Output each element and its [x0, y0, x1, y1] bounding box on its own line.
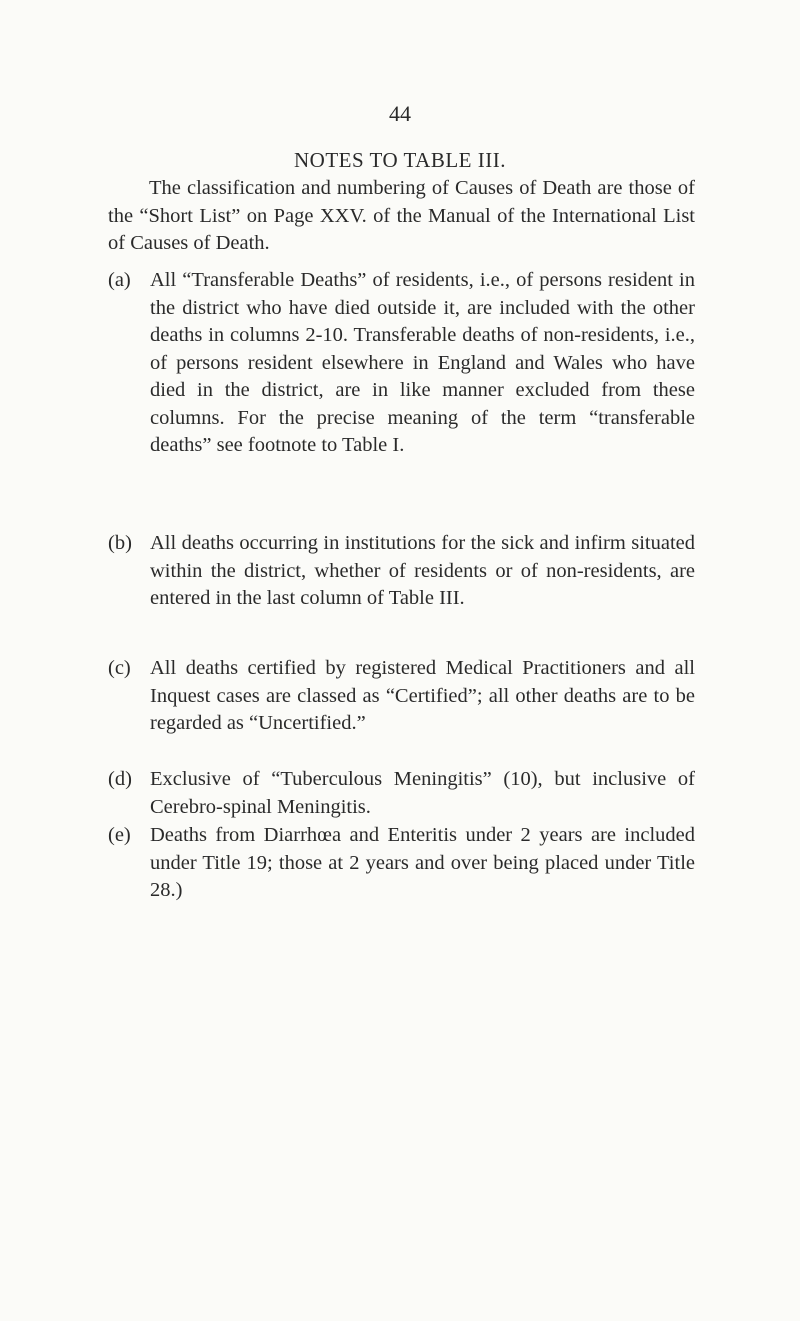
note-e-label: (e): [108, 824, 131, 846]
note-a: [108, 267, 695, 460]
note-c-label: (c): [108, 657, 131, 679]
note-b-label: (b): [108, 532, 132, 554]
note-a-label: (a): [108, 269, 131, 291]
note-c-text: All deaths certified by registered Medical Practitioners and all Inquest cases are classed as “Certified”; all other deaths are to be regarded as “Uncertified.”: [150, 657, 695, 734]
note-b-text: All deaths occurring in institutions for the sick and infirm situated within the district, whether of residents or of non-residents, are entered in the last column of Table III.: [150, 532, 695, 609]
intro-paragraph: The classification and numbering of Causes of Death are those of the “Short List” on Page XXV. of the Manual of the International List of Causes of Death.: [108, 177, 695, 254]
note-e-text: Deaths from Diarrhœa and Enteritis under 2 years are included under Title 19; those at 2 years and over being placed under Title 28.): [150, 824, 695, 901]
page-heading: NOTES TO TABLE III.: [294, 148, 506, 172]
note-d-label: (d): [108, 768, 132, 790]
page-number: 44: [389, 101, 411, 126]
note-d-text: Exclusive of “Tuberculous Meningitis” (10), but inclusive of Cerebro-spinal Meningitis.: [150, 768, 695, 818]
note-e: [108, 822, 695, 905]
note-b: [108, 530, 695, 613]
note-a-text: All “Transferable Deaths” of residents, i.e., of persons resident in the district who have died outside it, are included with the other deaths in columns 2-10. Transferable deaths of non-residents, i.e., of persons resident elsewhere in England and Wales who have died in the district, are in like manner excluded from these columns. For the precise meaning of the term “transferable deaths” see footnote to Table I.: [150, 269, 695, 456]
note-c: [108, 655, 695, 738]
note-d: [108, 766, 695, 821]
